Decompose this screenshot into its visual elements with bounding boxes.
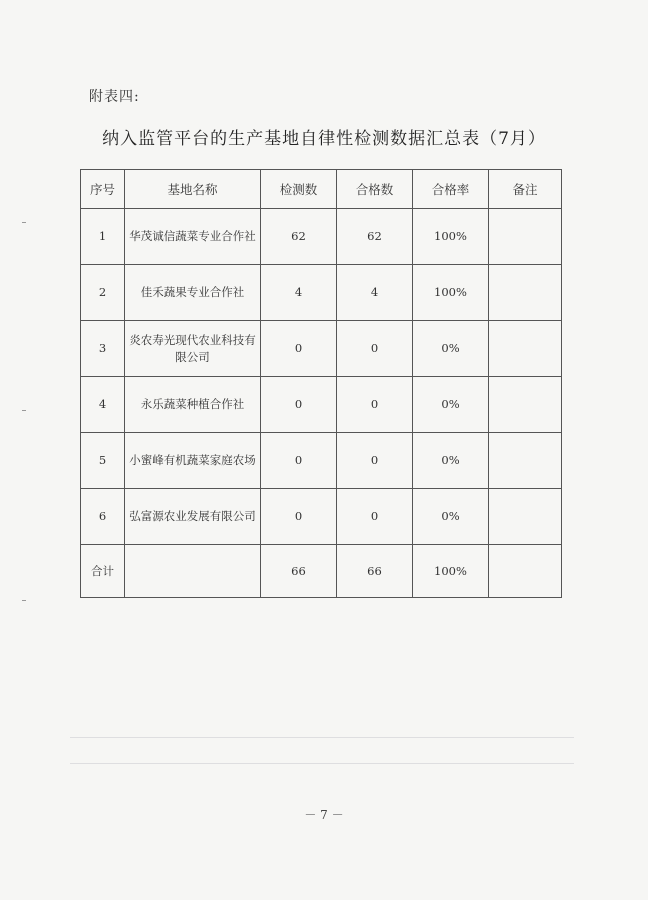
cell-test-count: 0 (261, 377, 337, 433)
cell-pass-count: 0 (337, 377, 413, 433)
cell-remarks (489, 545, 562, 598)
cell-index: 5 (81, 433, 125, 489)
table-total-row (81, 545, 562, 598)
header-pass-rate: 合格率 (413, 170, 489, 209)
cell-pass-rate-total: 100% (413, 545, 489, 598)
cell-pass-rate: 0% (413, 377, 489, 433)
table-row (81, 321, 562, 377)
table-row (81, 209, 562, 265)
cell-remarks (489, 489, 562, 545)
cell-remarks (489, 433, 562, 489)
cell-base-name: 佳禾蔬果专业合作社 (125, 265, 261, 321)
header-index: 序号 (81, 170, 125, 209)
table-row (81, 433, 562, 489)
cell-pass-rate: 100% (413, 265, 489, 321)
inspection-summary-table (80, 169, 562, 598)
cell-test-count-total: 66 (261, 545, 337, 598)
header-test-count: 检测数 (261, 170, 337, 209)
cell-base-name (125, 545, 261, 598)
cell-pass-rate: 0% (413, 489, 489, 545)
cell-remarks (489, 321, 562, 377)
cell-remarks (489, 209, 562, 265)
header-remarks: 备注 (489, 170, 562, 209)
cell-pass-rate: 100% (413, 209, 489, 265)
cell-test-count: 0 (261, 433, 337, 489)
cell-pass-count: 0 (337, 433, 413, 489)
header-pass-count: 合格数 (337, 170, 413, 209)
cell-index: 6 (81, 489, 125, 545)
table-row (81, 265, 562, 321)
cell-base-name: 弘富源农业发展有限公司 (125, 489, 261, 545)
cell-test-count: 0 (261, 489, 337, 545)
cell-base-name: 永乐蔬菜种植合作社 (125, 377, 261, 433)
cell-index: 2 (81, 265, 125, 321)
cell-remarks (489, 377, 562, 433)
scan-edge-mark (22, 410, 26, 411)
cell-pass-rate: 0% (413, 433, 489, 489)
cell-pass-count: 62 (337, 209, 413, 265)
scan-edge-mark (22, 600, 26, 601)
cell-test-count: 0 (261, 321, 337, 377)
page-number: － 7 － (304, 808, 344, 822)
cell-pass-count: 0 (337, 321, 413, 377)
cell-remarks (489, 265, 562, 321)
cell-index: 1 (81, 209, 125, 265)
cell-index: 3 (81, 321, 125, 377)
cell-total-label: 合计 (81, 545, 125, 598)
scan-edge-mark (22, 222, 26, 223)
page-title: 纳入监管平台的生产基地自律性检测数据汇总表（7月） (102, 129, 546, 149)
cell-test-count: 62 (261, 209, 337, 265)
table-row (81, 377, 562, 433)
cell-index: 4 (81, 377, 125, 433)
cell-pass-count-total: 66 (337, 545, 413, 598)
cell-pass-count: 4 (337, 265, 413, 321)
show-through-rule (70, 737, 574, 738)
cell-base-name: 炎农寿光现代农业科技有限公司 (125, 321, 261, 377)
cell-pass-rate: 0% (413, 321, 489, 377)
table-row (81, 489, 562, 545)
show-through-rule (70, 763, 574, 764)
cell-base-name: 华茂诚信蔬菜专业合作社 (125, 209, 261, 265)
cell-pass-count: 0 (337, 489, 413, 545)
cell-base-name: 小蜜峰有机蔬菜家庭农场 (125, 433, 261, 489)
header-base-name: 基地名称 (125, 170, 261, 209)
appendix-label: 附表四: (89, 89, 140, 105)
table-header-row (81, 170, 562, 209)
cell-test-count: 4 (261, 265, 337, 321)
